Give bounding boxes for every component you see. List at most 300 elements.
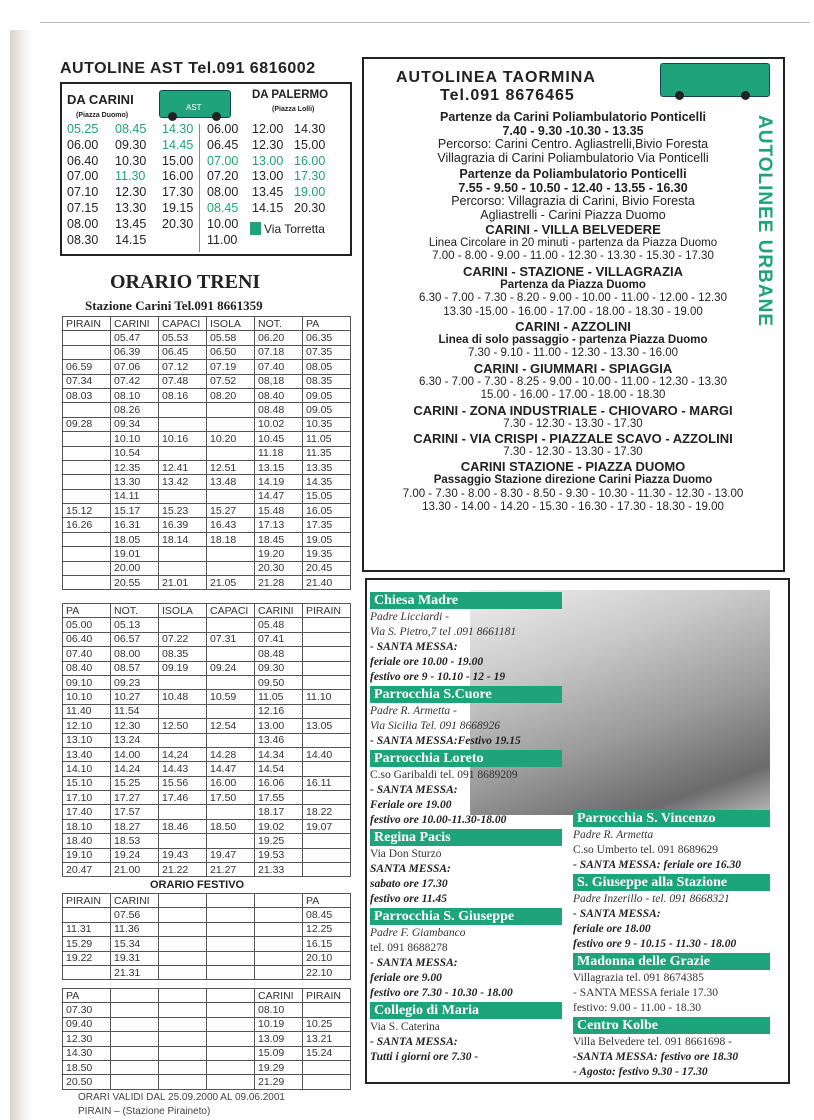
table-row [63, 446, 351, 460]
time-cell: 15.27 [207, 504, 255, 518]
time-cell: 12.30 [111, 719, 159, 733]
route-text: 13.30 - 14.00 - 14.20 - 15.30 - 16.30 - 17.30 - 18.30 - 19.00 [422, 501, 724, 514]
table-row [63, 561, 351, 575]
time-cell: 05.00 [63, 618, 111, 632]
time-cell [207, 908, 255, 922]
time-cell: 09.19 [159, 661, 207, 675]
departure-time-via-torretta: 13.00 [252, 153, 284, 168]
time-cell [303, 733, 351, 747]
route-text: 7.30 - 12.30 - 13.30 - 17.30 [503, 417, 643, 430]
time-cell [159, 489, 207, 503]
church-detail: - SANTA MESSA: [370, 957, 458, 969]
time-cell: 05.47 [111, 331, 159, 345]
time-cell: 06.20 [255, 331, 303, 345]
table-row [63, 762, 351, 776]
church-entry [370, 1002, 562, 1065]
departure-time: 06.00 [207, 122, 239, 136]
departure-time: 10.00 [207, 216, 239, 231]
time-cell: 06.57 [111, 632, 159, 646]
time-cell: 21.27 [207, 863, 255, 877]
time-cell: 06.45 [159, 345, 207, 359]
departure-time: 08.00 [207, 185, 239, 200]
time-cell: 05.13 [111, 618, 159, 632]
from-palermo-sub: (Piazza Lolli) [272, 106, 315, 113]
table-row [63, 504, 351, 518]
time-cell: 12.51 [207, 460, 255, 474]
time-cell: 20.10 [303, 951, 351, 965]
time-cell: 14.47 [255, 489, 303, 503]
route-text: 7.30 - 12.30 - 13.30 - 17.30 [503, 446, 643, 459]
departure-time-via-torretta: 05.25 [67, 122, 99, 136]
time-cell [207, 834, 255, 848]
time-cell [63, 460, 111, 474]
church-entry [370, 750, 562, 828]
time-cell: 13.00 [255, 719, 303, 733]
table-row [63, 547, 351, 561]
time-cell: 14.10 [63, 762, 111, 776]
time-cell [159, 561, 207, 575]
time-cell: 08.40 [255, 388, 303, 402]
table-row [63, 345, 351, 359]
time-cell [207, 1017, 255, 1031]
time-cell: 14.30 [63, 1046, 111, 1060]
time-cell: 07.18 [255, 345, 303, 359]
time-cell [207, 675, 255, 689]
time-cell [207, 446, 255, 460]
time-cell: 17.46 [159, 791, 207, 805]
church-detail: feriale ore 18.00 [573, 923, 651, 935]
time-cell: 09.05 [303, 403, 351, 417]
legend-swatch [250, 222, 261, 235]
time-cell [63, 532, 111, 546]
time-cell: 13.42 [159, 475, 207, 489]
time-cell [63, 908, 111, 922]
church-detail: Villa Belvedere tel. 091 8661698 - [573, 1036, 732, 1048]
departure-time: 20.30 [294, 200, 326, 215]
time-cell: 10.20 [207, 432, 255, 446]
departure-time: 13.45 [115, 216, 147, 231]
time-cell [303, 661, 351, 675]
table-header-row [63, 989, 351, 1003]
church-name: Regina Pacis [370, 829, 562, 846]
table-row [63, 618, 351, 632]
time-cell [111, 1003, 159, 1017]
church-detail: festivo ore 10.00-11.30-18.00 [370, 814, 507, 826]
departure-time: 19.15 [162, 200, 194, 215]
time-cell [207, 417, 255, 431]
time-cell: 17.40 [63, 805, 111, 819]
time-cell: 11.40 [63, 704, 111, 718]
time-cell [303, 762, 351, 776]
time-column [115, 122, 146, 248]
departure-time: 06.45 [207, 137, 239, 152]
table-row [63, 632, 351, 646]
church-detail: C.so Garibaldi tel. 091 8689209 [370, 769, 518, 781]
time-cell [207, 805, 255, 819]
table-row [63, 848, 351, 862]
time-cell: 15.48 [255, 504, 303, 518]
route-text: 7.40 - 9.30 -10.30 - 13.35 [502, 123, 644, 138]
time-cell: 12.16 [255, 704, 303, 718]
time-cell: 14.34 [255, 747, 303, 761]
time-cell: 11.05 [255, 690, 303, 704]
departure-time: 16.00 [162, 169, 194, 184]
time-cell [63, 561, 111, 575]
time-cell [207, 922, 255, 936]
time-cell: 09.10 [63, 675, 111, 689]
time-cell: 18.10 [63, 819, 111, 833]
time-cell [63, 446, 111, 460]
table-row [63, 360, 351, 374]
time-cell [63, 576, 111, 590]
time-column [162, 122, 193, 233]
time-cell [159, 446, 207, 460]
church-detail: festivo ore 9 - 10.15 - 11.30 - 18.00 [573, 938, 737, 950]
time-cell: 13.15 [255, 460, 303, 474]
table-row [63, 791, 351, 805]
time-cell: 09.28 [63, 417, 111, 431]
from-palermo-heading: DA PALERMO [252, 89, 329, 101]
time-cell: 10.10 [63, 690, 111, 704]
time-cell: 06.40 [63, 632, 111, 646]
time-cell: 13.10 [63, 733, 111, 747]
scan-line [40, 22, 810, 23]
time-cell [207, 561, 255, 575]
time-cell: 18.18 [207, 532, 255, 546]
table-row [63, 331, 351, 345]
church-detail: - SANTA MESSA feriale 17.30 [573, 987, 719, 999]
time-cell: 18.27 [111, 819, 159, 833]
time-cell [303, 704, 351, 718]
table-row [63, 647, 351, 661]
table-row [63, 704, 351, 718]
time-cell: 15.17 [111, 504, 159, 518]
time-cell: 17.57 [111, 805, 159, 819]
time-cell: 16.05 [303, 504, 351, 518]
time-cell [303, 618, 351, 632]
time-cell [303, 1060, 351, 1074]
time-cell: 13.46 [255, 733, 303, 747]
time-cell: 18.50 [63, 1060, 111, 1074]
time-cell: 12.25 [303, 922, 351, 936]
table-row [63, 690, 351, 704]
time-cell [111, 1046, 159, 1060]
time-cell: 07.40 [255, 360, 303, 374]
time-cell: 16.43 [207, 518, 255, 532]
legend-label: Via Torretta [264, 222, 325, 236]
time-cell: 19.02 [255, 819, 303, 833]
table-row [63, 1075, 351, 1089]
train-table-weekday-to-palermo [62, 316, 351, 590]
route-text: 7.00 - 7.30 - 8.00 - 8.30 - 8.50 - 9.30 - 10.30 - 11.30 - 12.30 - 13.00 [402, 487, 744, 500]
time-cell [159, 965, 207, 979]
time-cell [207, 951, 255, 965]
time-cell: 20.30 [255, 561, 303, 575]
departure-time: 06.40 [67, 153, 99, 168]
time-cell: 14.40 [303, 747, 351, 761]
route-heading: CARINI - AZZOLINI [515, 319, 631, 335]
time-cell [207, 1060, 255, 1074]
time-cell: 08.40 [63, 661, 111, 675]
time-cell [255, 937, 303, 951]
time-cell: 07.52 [207, 374, 255, 388]
time-cell: 15.29 [63, 937, 111, 951]
table-header-row [63, 894, 351, 908]
church-detail: - SANTA MESSA:Festivo 19.15 [370, 735, 521, 747]
ast-timetable [60, 82, 352, 256]
time-cell: 20.45 [303, 561, 351, 575]
route-text: 6.30 - 7.00 - 7.30 - 8.20 - 9.00 - 10.00 - 11.00 - 12.00 - 12.30 [419, 292, 727, 305]
departure-time: 12.00 [252, 122, 284, 136]
time-cell: 07.06 [111, 360, 159, 374]
time-cell: 15.25 [111, 776, 159, 790]
church-name: Chiesa Madre [370, 592, 562, 609]
departure-time-via-torretta: 08.45 [207, 200, 239, 215]
time-cell [303, 848, 351, 862]
from-carini-heading: DA CARINI [67, 92, 134, 107]
time-column [67, 122, 98, 248]
churches-left [370, 592, 562, 1066]
church-detail: SANTA MESSA: [370, 863, 451, 875]
time-cell [207, 937, 255, 951]
departure-time: 11.00 [207, 232, 238, 247]
church-detail: Tutti i giorni ore 7.30 - [370, 1051, 479, 1063]
departure-time: 06.00 [67, 137, 99, 152]
time-cell: 16.00 [207, 776, 255, 790]
time-cell: 05.58 [207, 331, 255, 345]
departure-time: 13.30 [115, 200, 147, 215]
church-entry [370, 592, 562, 685]
church-entry [370, 908, 562, 1001]
church-detail: - SANTA MESSA: [573, 908, 661, 920]
time-cell: 08.45 [303, 908, 351, 922]
time-cell: 19.05 [303, 532, 351, 546]
column-header: PA [63, 989, 111, 1003]
time-cell: 19.10 [63, 848, 111, 862]
time-cell: 18.22 [303, 805, 351, 819]
time-cell: 21.31 [111, 965, 159, 979]
table-header-row [63, 604, 351, 618]
time-cell: 20.47 [63, 863, 111, 877]
table-row [63, 908, 351, 922]
time-cell: 16.11 [303, 776, 351, 790]
time-cell [159, 547, 207, 561]
time-cell [63, 475, 111, 489]
table-row [63, 819, 351, 833]
time-cell: 10.59 [207, 690, 255, 704]
time-cell: 08.48 [255, 403, 303, 417]
church-detail: feriale ore 10.00 - 19.00 [370, 656, 484, 668]
departure-time-via-torretta: 07.00 [207, 153, 239, 168]
column-header [111, 989, 159, 1003]
time-cell: 21.22 [159, 863, 207, 877]
time-cell: 21.00 [111, 863, 159, 877]
column-header: PIRAIN [63, 317, 111, 331]
table-row [63, 388, 351, 402]
time-cell [159, 922, 207, 936]
time-cell: 08.20 [207, 388, 255, 402]
church-detail: Via S. Caterina [370, 1021, 440, 1033]
time-cell: 10.25 [303, 1017, 351, 1031]
route-text: Passaggio Stazione direzione Carini Piazza Duomo [433, 474, 713, 487]
ast-title: AUTOLINE AST Tel.091 6816002 [60, 60, 316, 77]
time-cell: 17.13 [255, 518, 303, 532]
table-row [63, 675, 351, 689]
column-header: NOT. [111, 604, 159, 618]
time-cell [159, 937, 207, 951]
time-cell: 08.16 [159, 388, 207, 402]
time-cell [111, 1060, 159, 1074]
time-cell [159, 417, 207, 431]
time-cell: 13.30 [111, 475, 159, 489]
departure-time-via-torretta: 11.30 [115, 169, 146, 184]
time-cell [255, 951, 303, 965]
church-entry [573, 1017, 770, 1080]
time-cell: 14.19 [255, 475, 303, 489]
time-cell: 05.53 [159, 331, 207, 345]
church-detail: tel. 091 8688278 [370, 942, 448, 954]
departure-time-via-torretta: 19.00 [294, 185, 326, 200]
route-text: Percorso: Villagrazia di Carini, Bivio Foresta [451, 194, 695, 208]
table-row [63, 733, 351, 747]
table-row [63, 403, 351, 417]
time-cell: 14.43 [159, 762, 207, 776]
route-heading: CARINI - STAZIONE - VILLAGRAZIA [462, 263, 684, 279]
church-detail: Via S. Pietro,7 tel .091 8661181 [370, 626, 517, 638]
church-detail: Via Sicilia Tel. 091 8668926 [370, 720, 501, 732]
table-row [63, 374, 351, 388]
route-text: 6.30 - 7.00 - 7.30 - 8.25 - 9.00 - 10.00 - 11.00 - 12.30 - 13.30 [419, 375, 727, 388]
table-row [63, 489, 351, 503]
time-column [252, 122, 283, 217]
departure-time: 07.10 [67, 185, 99, 200]
church-detail: Padre Inzerillo - tel. 091 8668321 [573, 893, 730, 905]
time-cell: 10.54 [111, 446, 159, 460]
table-row [63, 776, 351, 790]
table-row [63, 834, 351, 848]
time-cell [207, 618, 255, 632]
time-cell: 08.10 [255, 1003, 303, 1017]
church-entry [370, 686, 562, 749]
time-cell [303, 675, 351, 689]
time-cell [303, 834, 351, 848]
church-entry [370, 829, 562, 907]
time-cell: 18.53 [111, 834, 159, 848]
bus-icon [159, 90, 231, 118]
time-cell: 21.40 [303, 576, 351, 590]
departure-time: 14.15 [252, 200, 284, 215]
table-row [63, 576, 351, 590]
time-cell: 11.10 [303, 690, 351, 704]
time-cell: 19.29 [255, 1060, 303, 1074]
departure-time: 14.15 [115, 232, 147, 247]
church-name: Parrocchia Loreto [370, 750, 562, 767]
column-header: ISOLA [159, 604, 207, 618]
church-name: Parrocchia S.Cuore [370, 686, 562, 703]
departure-time: 08.00 [67, 216, 99, 231]
time-cell: 08.35 [303, 374, 351, 388]
time-cell: 11.36 [111, 922, 159, 936]
departure-time: 07.15 [67, 200, 99, 215]
time-cell [159, 1032, 207, 1046]
departure-time: 08.30 [67, 232, 99, 247]
time-cell [159, 1017, 207, 1031]
time-cell: 13.48 [207, 475, 255, 489]
churches-right [573, 810, 770, 1081]
time-cell: 10.16 [159, 432, 207, 446]
validity-note: ORARI VALIDI DAL 25.09.2000 AL 09.06.2001 [78, 1092, 285, 1103]
route-text: Partenza da Piazza Duomo [500, 278, 646, 291]
time-cell [159, 805, 207, 819]
table-header-row [63, 317, 351, 331]
church-detail: - SANTA MESSA: feriale ore 16.30 [573, 859, 742, 871]
church-detail: festivo: 9.00 - 11.00 - 18.30 [573, 1002, 701, 1014]
time-cell: 19.35 [303, 547, 351, 561]
church-detail: - SANTA MESSA: [370, 784, 458, 796]
time-cell: 19.31 [111, 951, 159, 965]
time-cell [159, 403, 207, 417]
table-row [63, 965, 351, 979]
route-text: 7.55 - 9.50 - 10.50 - 12.40 - 13.55 - 16.30 [458, 180, 688, 195]
route-text: 7.00 - 8.00 - 9.00 - 11.00 - 12.30 - 13.30 - 15.30 - 17.30 [432, 250, 714, 263]
church-detail: Via Don Sturzo [370, 848, 442, 860]
autolinee-urbane-label: AUTOLINEE URBANE [754, 115, 775, 327]
column-header: PIRAIN [303, 604, 351, 618]
time-cell [255, 922, 303, 936]
time-cell: 09.50 [255, 675, 303, 689]
time-cell [207, 1046, 255, 1060]
time-cell: 13.09 [255, 1032, 303, 1046]
time-cell: 18.05 [111, 532, 159, 546]
route-text: Linea Circolare in 20 minuti - partenza da Piazza Duomo [428, 237, 718, 249]
time-cell: 21.33 [255, 863, 303, 877]
time-cell [159, 704, 207, 718]
time-cell: 12.35 [111, 460, 159, 474]
time-cell: 18.17 [255, 805, 303, 819]
route-text: Partenze da Poliambulatorio Ponticelli [459, 167, 687, 181]
column-header [255, 894, 303, 908]
route-heading: CARINI - ZONA INDUSTRIALE - CHIOVARO - MARGI [413, 402, 733, 418]
time-cell: 08.05 [303, 360, 351, 374]
church-name: S. Giuseppe alla Stazione [573, 874, 770, 891]
departure-time: 14.30 [294, 122, 326, 136]
time-cell: 09.34 [111, 417, 159, 431]
time-cell [63, 331, 111, 345]
time-cell: 12.50 [159, 719, 207, 733]
time-cell: 22.10 [303, 965, 351, 979]
time-cell: 08.35 [159, 647, 207, 661]
column-header [207, 989, 255, 1003]
festivo-title: ORARIO FESTIVO [150, 879, 245, 891]
time-cell: 10.27 [111, 690, 159, 704]
time-cell [63, 403, 111, 417]
time-cell [207, 733, 255, 747]
time-cell: 08.10 [111, 388, 159, 402]
time-cell: 18.14 [159, 532, 207, 546]
column-header: CARINI [255, 604, 303, 618]
time-cell: 06.39 [111, 345, 159, 359]
time-cell: 11.35 [303, 446, 351, 460]
column-header: PIRAIN [303, 989, 351, 1003]
route-text: Linea di solo passaggio - partenza Piazza Duomo [438, 334, 708, 347]
time-cell: 17.35 [303, 518, 351, 532]
time-cell: 16.26 [63, 518, 111, 532]
train-table-holiday-from-palermo [62, 988, 351, 1090]
departure-time: 13.45 [252, 185, 284, 200]
time-cell [63, 489, 111, 503]
column-header: CARINI [111, 894, 159, 908]
time-cell [207, 1032, 255, 1046]
